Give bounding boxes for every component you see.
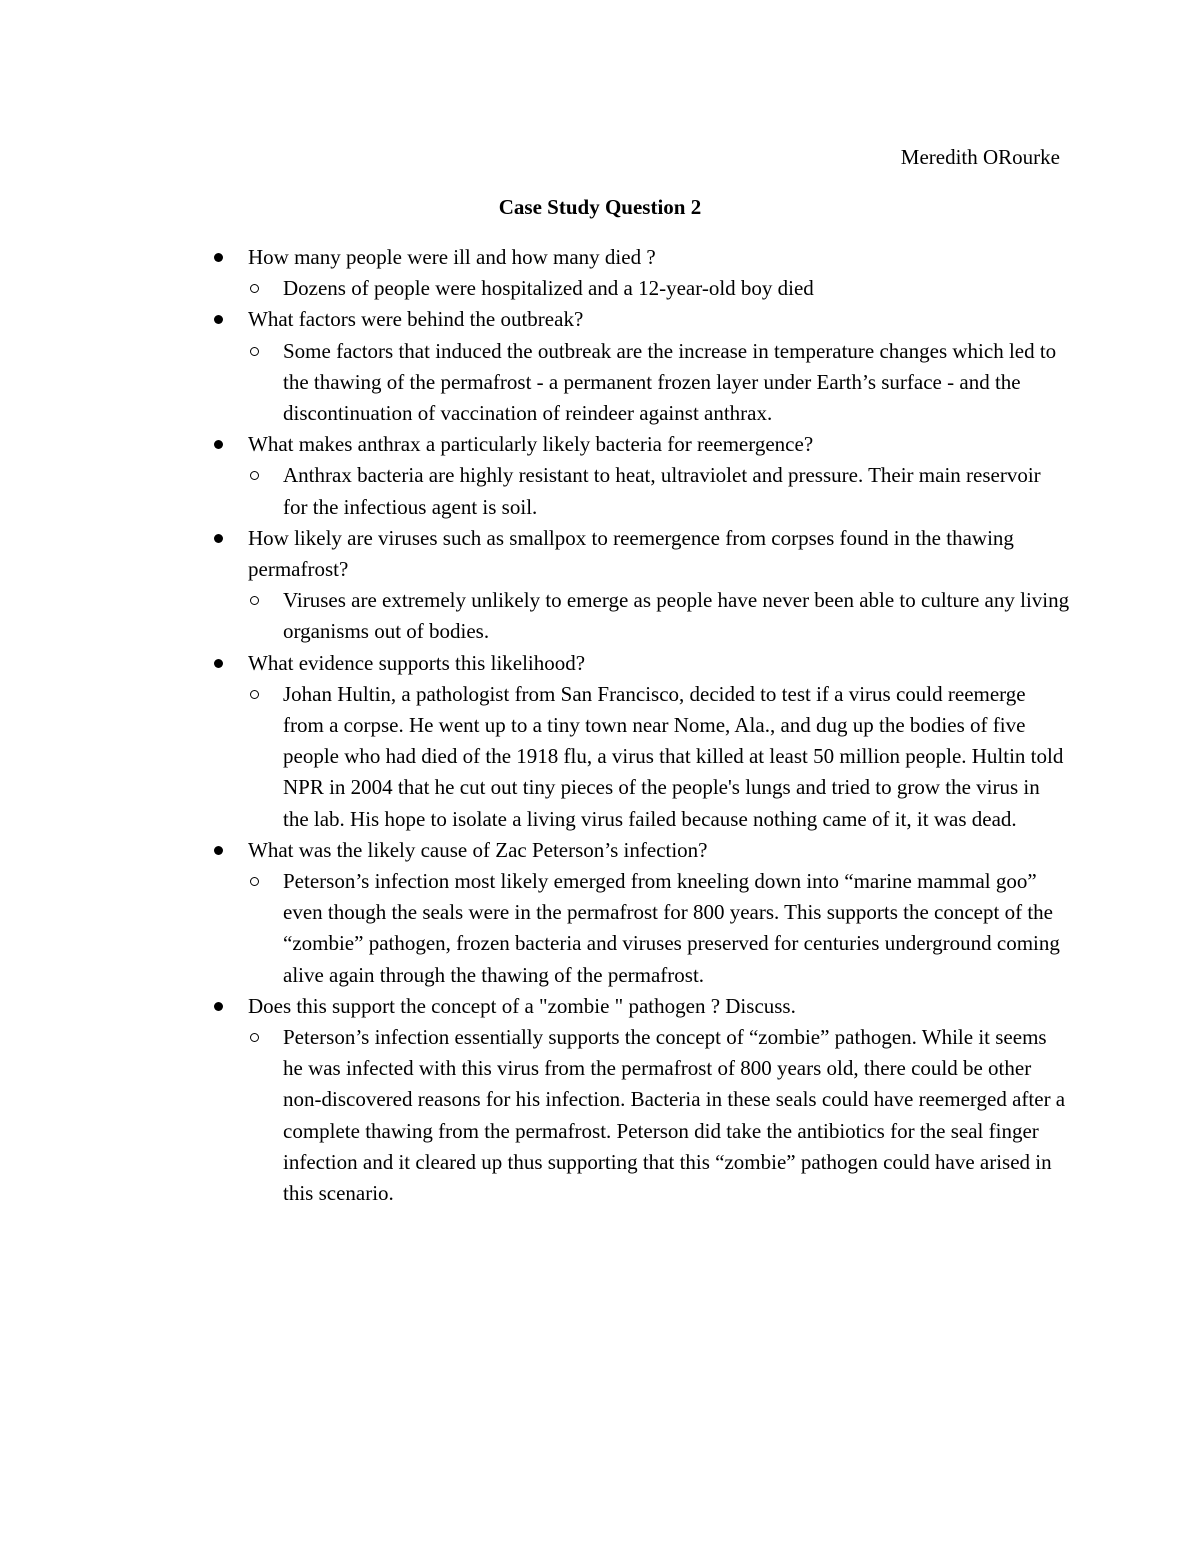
answer-text: Peterson’s infection essentially supports the concept of “zombie” pathogen. While it seems he was infected with this virus from the permafrost of 800 years old, there could be other non-discovered reasons for his infection. Bacteria in these seals could have reemerged after a complete thawing from the permafrost. Peterson did take the antibiotics for the seal finger infection and it cleared up thus supporting that this “zombie” pathogen could have arised in this scenario. [283, 1025, 1066, 1206]
answer-text: Some factors that induced the outbreak are the increase in temperature changes which led to the thawing of the permafrost - a permanent frozen layer under Earth’s surface - and the discontinuation of vaccination of reindeer against anthrax. [283, 338, 1057, 426]
question-text: What makes anthrax a particularly likely bacteria for reemergence? [248, 432, 814, 457]
question-item [0, 242, 1200, 273]
bullet-icon [214, 534, 223, 543]
hollow-bullet-icon [250, 347, 259, 356]
bullet-icon [214, 659, 223, 668]
question-text: What evidence supports this likelihood? [248, 650, 586, 675]
question-item [0, 429, 1200, 460]
answer-text: Peterson’s infection most likely emerged from kneeling down into “marine mammal goo” even though the seals were in the permafrost for 800 years. This supports the concept of the “zombie” pathogen, frozen bacteria and viruses preserved for centuries underground coming alive again through the thawing of the permafrost. [283, 869, 1060, 987]
answer-item [0, 336, 1200, 430]
question-text: What was the likely cause of Zac Peterson’s infection? [248, 837, 708, 862]
question-item [0, 523, 1200, 585]
question-text: How likely are viruses such as smallpox to reemergence from corpses found in the thawing permafrost? [248, 525, 1014, 582]
question-item [0, 835, 1200, 866]
question-list [0, 242, 1200, 1209]
bullet-icon [214, 253, 223, 262]
hollow-bullet-icon [250, 1033, 259, 1042]
hollow-bullet-icon [250, 596, 259, 605]
question-item [0, 991, 1200, 1022]
answer-text: Anthrax bacteria are highly resistant to heat, ultraviolet and pressure. Their main reservoir for the infectious agent is soil. [283, 463, 1041, 519]
hollow-bullet-icon [250, 690, 259, 699]
answer-item [0, 585, 1200, 647]
bullet-icon [214, 315, 223, 324]
answer-text: Dozens of people were hospitalized and a 12-year-old boy died [283, 276, 814, 301]
hollow-bullet-icon [250, 877, 259, 886]
hollow-bullet-icon [250, 284, 259, 293]
answer-item [0, 866, 1200, 991]
question-item [0, 304, 1200, 335]
answer-item [0, 273, 1200, 304]
page-title: Case Study Question 2 [498, 195, 702, 219]
answer-item [0, 1022, 1200, 1209]
author-name: Meredith ORourke [900, 145, 1060, 169]
answer-text: Viruses are extremely unlikely to emerge as people have never been able to culture any living organisms out of bodies. [283, 588, 1070, 644]
hollow-bullet-icon [250, 471, 259, 480]
answer-item [0, 460, 1200, 522]
bullet-icon [214, 846, 223, 855]
answer-item [0, 679, 1200, 835]
question-text: Does this support the concept of a "zombie " pathogen ? Discuss. [248, 993, 796, 1018]
answer-text: Johan Hultin, a pathologist from San Francisco, decided to test if a virus could reemerge from a corpse. He went up to a tiny town near Nome, Ala., and dug up the bodies of five people who had died of the 1918 flu, a virus that killed at least 50 million people. Hultin told NPR in 2004 that he cut out tiny pieces of the people's lungs and tried to grow the virus in the lab. His hope to isolate a living virus failed because nothing came of it, it was dead. [283, 681, 1064, 831]
question-item [0, 648, 1200, 679]
bullet-icon [214, 1002, 223, 1011]
question-text: How many people were ill and how many died ? [248, 245, 656, 269]
question-text: What factors were behind the outbreak? [248, 307, 584, 332]
bullet-icon [214, 440, 223, 449]
